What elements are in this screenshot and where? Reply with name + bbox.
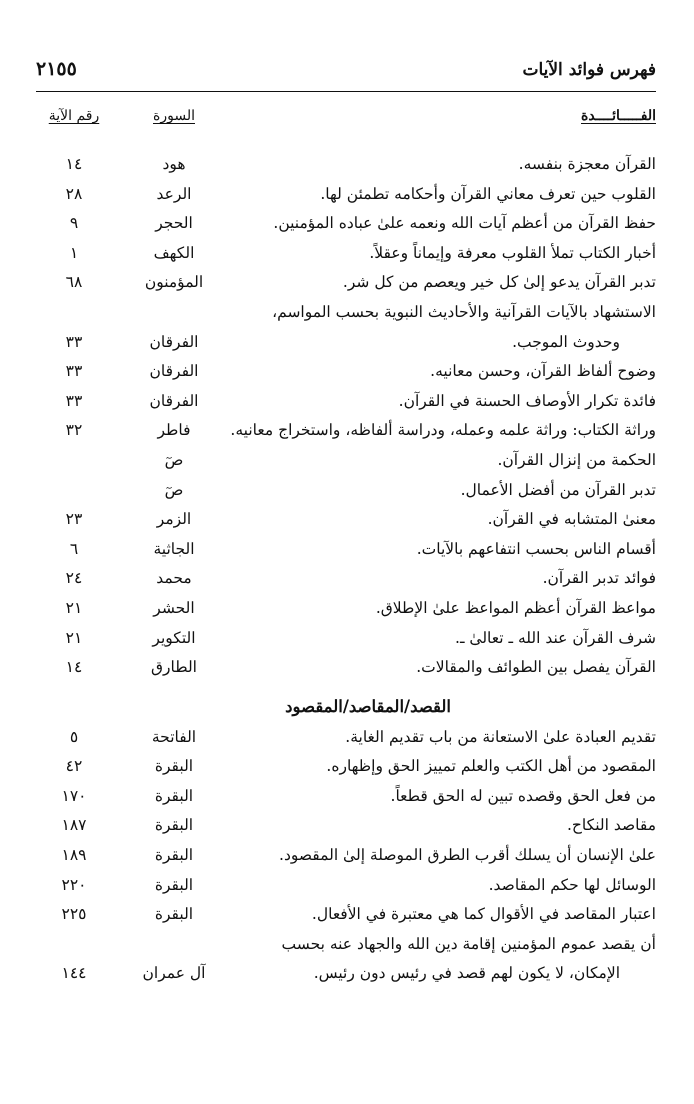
entry-verse-number: ١٨٩ bbox=[61, 846, 87, 865]
entry-benefit: القلوب حين تعرف معاني القرآن وأحكامه تطمئن لها. bbox=[320, 184, 656, 203]
entry-surah: محمد bbox=[156, 569, 192, 588]
index-entry-row bbox=[36, 811, 656, 841]
entry-benefit: وضوح ألفاظ القرآن، وحسن معانيه. bbox=[430, 362, 656, 381]
column-header-surah: السورة bbox=[153, 108, 195, 124]
entry-surah: الفاتحة bbox=[151, 727, 197, 746]
entry-benefit: علىٰ الإنسان أن يسلك أقرب الطرق الموصلة إلىٰ المقصود. bbox=[279, 846, 656, 865]
entry-verse-number: ١٤٤ bbox=[61, 964, 87, 983]
index-entry-row bbox=[36, 446, 656, 476]
index-entry-row bbox=[36, 505, 656, 535]
entry-benefit: أخبار الكتاب تملأ القلوب معرفة وإيماناً وعقلاً. bbox=[369, 243, 656, 262]
entry-benefit: فائدة تكرار الأوصاف الحسنة في القرآن. bbox=[398, 391, 656, 410]
column-headers bbox=[36, 108, 656, 138]
entry-benefit: أن يقصد عموم المؤمنين إقامة دين الله والجهاد عنه بحسب bbox=[281, 934, 656, 953]
index-entry-row bbox=[36, 328, 656, 358]
entry-verse-number: ٤٢ bbox=[65, 757, 83, 776]
page-header bbox=[36, 58, 656, 88]
index-entry-row bbox=[36, 357, 656, 387]
entry-surah: البقرة bbox=[154, 786, 194, 805]
entry-benefit: تقديم العبادة علىٰ الاستعانة من باب تقديم الغاية. bbox=[345, 727, 656, 746]
entry-benefit: اعتبار المقاصد في الأقوال كما هي معتبرة في الأفعال. bbox=[311, 905, 656, 924]
entry-surah: البقرة bbox=[154, 875, 194, 894]
entry-surah: التكوير bbox=[152, 628, 196, 647]
entry-surah: آل عمران bbox=[142, 964, 206, 983]
index-entry-row bbox=[36, 209, 656, 239]
entry-verse-number: ٣٢ bbox=[65, 421, 83, 440]
entry-surah: فاطر bbox=[157, 421, 191, 440]
entry-benefit: مواعظ القرآن أعظم المواعظ علىٰ الإطلاق. bbox=[375, 598, 656, 617]
entry-benefit: معنىٰ المتشابه في القرآن. bbox=[487, 510, 656, 529]
entry-surah: الحجر bbox=[155, 214, 193, 233]
column-header-verse: رقم الآية bbox=[48, 108, 100, 124]
entry-verse-number: ٣٣ bbox=[65, 332, 83, 351]
entry-verse-number: ٦٨ bbox=[65, 273, 83, 292]
entry-surah: صٓ bbox=[164, 480, 184, 499]
entry-verse-number: ١٤ bbox=[65, 658, 83, 677]
entry-benefit: من فعل الحق وقصده تبين له الحق قطعاً. bbox=[390, 786, 656, 805]
index-entry-row bbox=[36, 959, 656, 989]
index-entry-row bbox=[36, 624, 656, 654]
entry-verse-number: ١٨٧ bbox=[61, 816, 87, 835]
section-row bbox=[36, 683, 656, 723]
entry-surah: البقرة bbox=[154, 846, 194, 865]
entry-benefit: القرآن يفصل بين الطوائف والمقالات. bbox=[416, 658, 656, 677]
index-entry-row bbox=[36, 841, 656, 871]
entry-verse-number: ٢١ bbox=[65, 598, 83, 617]
entry-benefit: الوسائل لها حكم المقاصد. bbox=[488, 875, 656, 894]
entry-verse-number: ٣٣ bbox=[65, 391, 83, 410]
entry-surah: الكهف bbox=[153, 243, 195, 262]
index-entry-row bbox=[36, 900, 656, 930]
entry-verse-number: ٢٤ bbox=[65, 569, 83, 588]
entry-benefit: تدبر القرآن من أفضل الأعمال. bbox=[460, 480, 656, 499]
index-entry-row bbox=[36, 653, 656, 683]
entry-benefit: القرآن معجزة بنفسه. bbox=[518, 155, 656, 173]
entry-verse-number: ١٧٠ bbox=[61, 786, 87, 805]
entry-benefit: حفظ القرآن من أعظم آيات الله ونعمه علىٰ عباده المؤمنين. bbox=[273, 214, 656, 233]
entry-surah: الحشر bbox=[153, 598, 195, 617]
entry-verse-number: ٦ bbox=[69, 539, 79, 558]
entry-verse-number: ٣٣ bbox=[65, 362, 83, 381]
index-entries bbox=[36, 150, 656, 989]
entry-surah: البقرة bbox=[154, 757, 194, 776]
entry-benefit: أقسام الناس بحسب انتفاعهم بالآيات. bbox=[416, 539, 656, 558]
entry-benefit: فوائد تدبر القرآن. bbox=[542, 569, 656, 588]
entry-surah: الجاثية bbox=[153, 539, 195, 558]
column-header-benefit: الفـــــائــــدة bbox=[581, 108, 656, 124]
entry-benefit: شرف القرآن عند الله ـ تعالىٰ ـ. bbox=[455, 628, 656, 647]
entry-surah: هود bbox=[162, 155, 186, 173]
entry-verse-number: ٢٨ bbox=[65, 184, 83, 203]
entry-surah: المؤمنون bbox=[144, 273, 204, 292]
entry-benefit: الإمكان، لا يكون لهم قصد في رئيس دون رئيس. bbox=[313, 964, 620, 983]
index-entry-row bbox=[36, 180, 656, 210]
index-entry-row bbox=[36, 564, 656, 594]
entry-surah: الفرقان bbox=[149, 362, 199, 381]
entry-surah: الزمر bbox=[156, 510, 192, 529]
entry-surah: الفرقان bbox=[149, 332, 199, 351]
index-entry-row bbox=[36, 239, 656, 269]
entry-verse-number: ٥ bbox=[69, 727, 79, 746]
section-heading: القصد/المقاصد/المقصود bbox=[285, 696, 451, 716]
entry-benefit: وراثة الكتاب: وراثة علمه وعمله، ودراسة ألفاظه، واستخراج معانيه. bbox=[230, 421, 656, 440]
entry-verse-number: ٢٣ bbox=[65, 510, 83, 529]
entry-verse-number: ٢٢٥ bbox=[61, 905, 87, 924]
entry-benefit: تدبر القرآن يدعو إلىٰ كل خير ويعصم من كل شر. bbox=[342, 273, 656, 292]
entry-surah: البقرة bbox=[154, 905, 194, 924]
page-footer-space bbox=[0, 1064, 694, 1104]
index-entry-row bbox=[36, 930, 656, 960]
entry-surah: الرعد bbox=[156, 184, 192, 203]
index-entry-row bbox=[36, 782, 656, 812]
entry-benefit: الحكمة من إنزال القرآن. bbox=[497, 450, 656, 469]
entry-benefit: مقاصد النكاح. bbox=[566, 816, 656, 835]
index-entry-row bbox=[36, 298, 656, 328]
index-title: فهرس فوائد الآيات bbox=[522, 60, 656, 80]
index-entry-row bbox=[36, 871, 656, 901]
index-entry-row bbox=[36, 476, 656, 506]
entry-surah: الطارق bbox=[151, 658, 197, 677]
entry-surah: البقرة bbox=[154, 816, 194, 835]
index-entry-row bbox=[36, 594, 656, 624]
entry-verse-number: ١ bbox=[69, 243, 79, 262]
entry-verse-number: ٢٢٠ bbox=[61, 875, 87, 894]
entry-surah: صٓ bbox=[164, 450, 184, 469]
entry-benefit: المقصود من أهل الكتب والعلم تمييز الحق وإظهاره. bbox=[326, 757, 656, 776]
entry-surah: الفرقان bbox=[149, 391, 199, 410]
entry-benefit: الاستشهاد بالآيات القرآنية والأحاديث النبوية بحسب المواسم، bbox=[272, 302, 656, 321]
index-entry-row bbox=[36, 752, 656, 782]
index-entry-row bbox=[36, 723, 656, 753]
header-rule bbox=[36, 91, 656, 92]
index-entry-row bbox=[36, 268, 656, 298]
entry-benefit: وحدوث الموجب. bbox=[512, 332, 620, 351]
index-entry-row bbox=[36, 535, 656, 565]
index-entry-row bbox=[36, 416, 656, 446]
index-entry-row bbox=[36, 150, 656, 180]
entry-verse-number: ١٤ bbox=[65, 155, 83, 173]
page-number: ٢١٥٥ bbox=[36, 58, 77, 80]
entry-verse-number: ٢١ bbox=[65, 628, 83, 647]
entry-verse-number: ٩ bbox=[69, 214, 79, 233]
index-entry-row bbox=[36, 387, 656, 417]
